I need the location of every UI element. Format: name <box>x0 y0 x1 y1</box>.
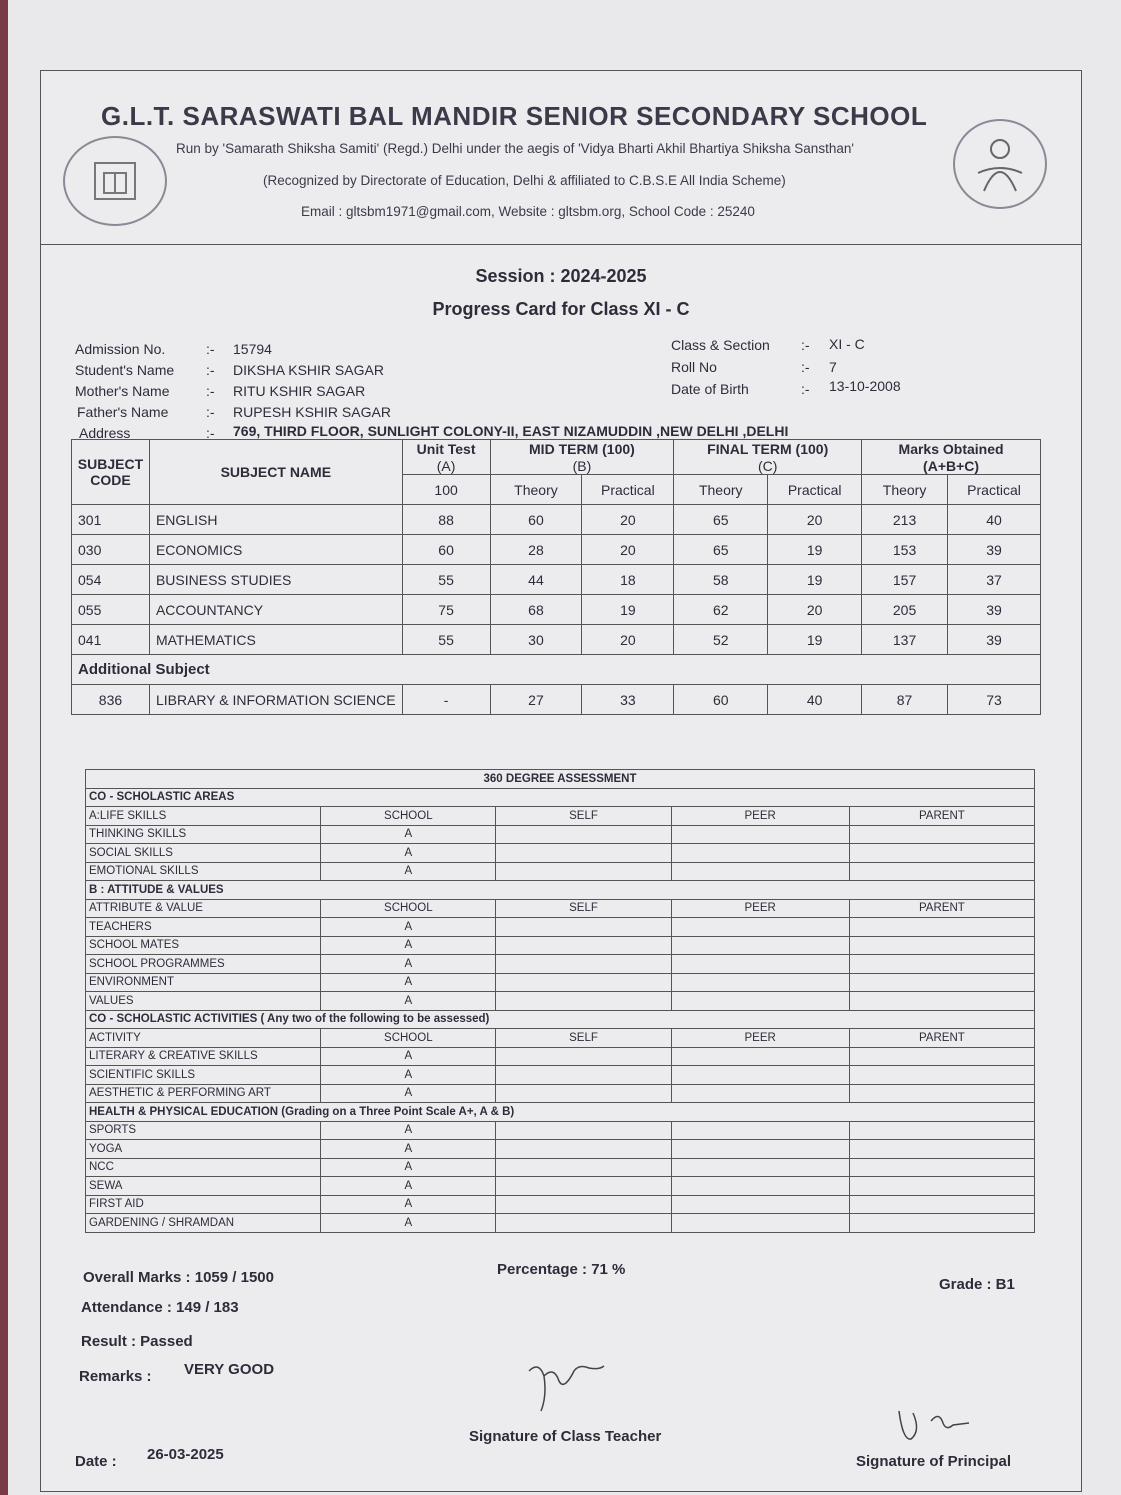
co-scholastic-areas-heading-row <box>86 788 1035 807</box>
subject-row <box>72 595 1041 625</box>
empty-grade-cell <box>496 1066 671 1085</box>
subject-total-theory: 157 <box>862 565 948 595</box>
subject-mid-practical: 20 <box>582 535 674 565</box>
school-col-header: SCHOOL <box>321 899 496 918</box>
assessment-item: SCHOOL MATES <box>86 936 321 955</box>
total-theory-header: Theory <box>862 475 948 505</box>
empty-grade-cell <box>849 1047 1034 1066</box>
subject-total-theory: 205 <box>862 595 948 625</box>
empty-grade-cell <box>849 1158 1034 1177</box>
mid-theory-header: Theory <box>490 475 582 505</box>
empty-grade-cell <box>671 1177 849 1196</box>
father-name-value: RUPESH KSHIR SAGAR <box>233 404 391 420</box>
assessment-row <box>86 992 1035 1011</box>
health-physical-education-heading-row <box>86 1103 1035 1122</box>
sep: :- <box>801 337 810 353</box>
sep: :- <box>206 362 215 378</box>
empty-grade-cell <box>671 973 849 992</box>
empty-grade-cell <box>671 1214 849 1233</box>
subject-total-theory: 137 <box>862 625 948 655</box>
assessment-row <box>86 1066 1035 1085</box>
assessment-item: NCC <box>86 1158 321 1177</box>
subject-final-practical: 20 <box>768 505 862 535</box>
subject-code-header: SUBJECT CODE <box>72 440 150 505</box>
empty-grade-cell <box>671 825 849 844</box>
subject-code: 054 <box>72 565 150 595</box>
empty-grade-cell <box>671 1084 849 1103</box>
empty-grade-cell <box>849 918 1034 937</box>
additional-total-theory: 87 <box>862 685 948 715</box>
assessment-item: SCIENTIFIC SKILLS <box>86 1066 321 1085</box>
saraswati-emblem-icon <box>953 119 1047 209</box>
school-grade: A <box>321 1084 496 1103</box>
school-contact: Email : gltsbm1971@gmail.com, Website : gltsbm.org, School Code : 25240 <box>301 204 755 219</box>
subject-name: ECONOMICS <box>149 535 402 565</box>
empty-grade-cell <box>496 918 671 937</box>
assessment-item: SPORTS <box>86 1121 321 1140</box>
school-grade: A <box>321 1121 496 1140</box>
additional-code: 836 <box>72 685 150 715</box>
additional-mid-practical: 33 <box>582 685 674 715</box>
principal-signature <box>891 1401 981 1451</box>
assessment-row <box>86 1084 1035 1103</box>
subject-mid-theory: 60 <box>490 505 582 535</box>
peer-col-header: PEER <box>671 899 849 918</box>
sep: :- <box>206 341 215 357</box>
empty-grade-cell <box>849 1121 1034 1140</box>
date-label: Date : <box>75 1453 117 1470</box>
assessment-item: LITERARY & CREATIVE SKILLS <box>86 1047 321 1066</box>
empty-grade-cell <box>496 1140 671 1159</box>
assessment-item: VALUES <box>86 992 321 1011</box>
subject-mid-theory: 30 <box>490 625 582 655</box>
subject-final-practical: 20 <box>768 595 862 625</box>
subject-final-practical: 19 <box>768 625 862 655</box>
school-grade: A <box>321 936 496 955</box>
empty-grade-cell <box>496 936 671 955</box>
subject-total-practical: 40 <box>948 505 1041 535</box>
sep: :- <box>206 425 215 441</box>
unit-test-max: 100 <box>402 475 490 505</box>
empty-grade-cell <box>849 1084 1034 1103</box>
grade: Grade : B1 <box>939 1276 1015 1293</box>
assessment-row <box>86 918 1035 937</box>
empty-grade-cell <box>849 1066 1034 1085</box>
final-practical-header: Practical <box>768 475 862 505</box>
empty-grade-cell <box>671 1158 849 1177</box>
school-emblem-icon <box>63 136 167 226</box>
sep: :- <box>206 383 215 399</box>
dob-label: Date of Birth <box>671 381 749 397</box>
assessment-row <box>86 936 1035 955</box>
subject-name: ACCOUNTANCY <box>149 595 402 625</box>
empty-grade-cell <box>496 1195 671 1214</box>
sep: :- <box>801 359 810 375</box>
assessment-item: FIRST AID <box>86 1195 321 1214</box>
assessment-row <box>86 1140 1035 1159</box>
subject-row <box>72 505 1041 535</box>
subject-final-theory: 65 <box>674 505 768 535</box>
assessment-row <box>86 825 1035 844</box>
subject-total-theory: 213 <box>862 505 948 535</box>
additional-final-theory: 60 <box>674 685 768 715</box>
assessment-title: 360 DEGREE ASSESSMENT <box>86 770 1035 789</box>
subject-name-header: SUBJECT NAME <box>149 440 402 505</box>
subject-final-theory: 62 <box>674 595 768 625</box>
school-grade: A <box>321 1214 496 1233</box>
subject-unit: 75 <box>402 595 490 625</box>
assessment-row <box>86 973 1035 992</box>
school-recognition: (Recognized by Directorate of Education, Delhi & affiliated to C.B.S.E All India Scheme) <box>263 173 786 188</box>
empty-grade-cell <box>671 1047 849 1066</box>
subject-code: 041 <box>72 625 150 655</box>
assessment-row <box>86 844 1035 863</box>
life-skills-heading-row <box>86 807 1035 826</box>
class-teacher-signature <box>519 1356 609 1416</box>
assessment-item: EMOTIONAL SKILLS <box>86 862 321 881</box>
empty-grade-cell <box>671 1066 849 1085</box>
assessment-title-row <box>86 770 1035 789</box>
remarks-label: Remarks : <box>79 1368 152 1385</box>
co-scholastic-activities-heading-row <box>86 1010 1035 1029</box>
additional-name: LIBRARY & INFORMATION SCIENCE <box>149 685 402 715</box>
empty-grade-cell <box>496 973 671 992</box>
date-value: 26-03-2025 <box>147 1446 224 1463</box>
mother-name-label: Mother's Name <box>75 383 170 399</box>
assessment-row <box>86 955 1035 974</box>
school-grade: A <box>321 844 496 863</box>
final-theory-header: Theory <box>674 475 768 505</box>
subject-code: 055 <box>72 595 150 625</box>
address-label: Address <box>79 425 131 441</box>
school-affiliation: Run by 'Samarath Shiksha Samiti' (Regd.) Delhi under the aegis of 'Vidya Bharti Akhil Bhartiya Shiksha Sansthan' <box>176 141 854 156</box>
assessment-row <box>86 1158 1035 1177</box>
empty-grade-cell <box>496 992 671 1011</box>
father-name-label: Father's Name <box>77 404 169 420</box>
life-skills-heading: A:LIFE SKILLS <box>86 807 321 826</box>
attitude-values-heading-row <box>86 881 1035 900</box>
empty-grade-cell <box>671 1121 849 1140</box>
health-physical-education-heading: HEALTH & PHYSICAL EDUCATION (Grading on a Three Point Scale A+, A & B) <box>86 1103 1035 1122</box>
school-grade: A <box>321 825 496 844</box>
subject-final-theory: 52 <box>674 625 768 655</box>
assessment-item: SEWA <box>86 1177 321 1196</box>
empty-grade-cell <box>849 973 1034 992</box>
subject-total-practical: 39 <box>948 625 1041 655</box>
final-term-header: FINAL TERM (100) <box>674 440 862 459</box>
principal-signature-label: Signature of Principal <box>856 1453 1012 1470</box>
additional-unit: - <box>402 685 490 715</box>
roll-value: 7 <box>829 359 837 375</box>
student-name-value: DIKSHA KSHIR SAGAR <box>233 362 384 378</box>
assessment-item: THINKING SKILLS <box>86 825 321 844</box>
school-col-header: SCHOOL <box>321 1029 496 1048</box>
subject-code: 301 <box>72 505 150 535</box>
subject-total-practical: 39 <box>948 595 1041 625</box>
empty-grade-cell <box>496 1121 671 1140</box>
subject-total-practical: 37 <box>948 565 1041 595</box>
empty-grade-cell <box>496 1214 671 1233</box>
empty-grade-cell <box>496 955 671 974</box>
parent-col-header: PARENT <box>849 899 1034 918</box>
empty-grade-cell <box>849 1140 1034 1159</box>
empty-grade-cell <box>671 1140 849 1159</box>
school-grade: A <box>321 1140 496 1159</box>
marks-obtained-abc: (A+B+C) <box>862 458 1041 475</box>
empty-grade-cell <box>496 1047 671 1066</box>
school-grade: A <box>321 955 496 974</box>
student-name-label: Student's Name <box>75 362 175 378</box>
subject-total-theory: 153 <box>862 535 948 565</box>
assessment-item: ENVIRONMENT <box>86 973 321 992</box>
subject-name: BUSINESS STUDIES <box>149 565 402 595</box>
additional-mid-theory: 27 <box>490 685 582 715</box>
additional-subject-row <box>72 685 1041 715</box>
subject-total-practical: 39 <box>948 535 1041 565</box>
school-grade: A <box>321 1177 496 1196</box>
subject-final-theory: 65 <box>674 535 768 565</box>
total-practical-header: Practical <box>948 475 1041 505</box>
percentage: Percentage : 71 % <box>497 1261 626 1278</box>
empty-grade-cell <box>496 862 671 881</box>
assessment-item: SCHOOL PROGRAMMES <box>86 955 321 974</box>
subject-mid-practical: 18 <box>582 565 674 595</box>
progress-card <box>40 70 1082 1492</box>
assessment-row <box>86 1195 1035 1214</box>
unit-test-header: Unit Test <box>402 440 490 459</box>
empty-grade-cell <box>496 844 671 863</box>
final-term-c: (C) <box>674 458 862 475</box>
empty-grade-cell <box>671 844 849 863</box>
assessment-item: SOCIAL SKILLS <box>86 844 321 863</box>
school-grade: A <box>321 1158 496 1177</box>
assessment-row <box>86 1214 1035 1233</box>
parent-col-header: PARENT <box>849 807 1034 826</box>
class-section-value: XI - C <box>829 336 865 352</box>
unit-test-a: (A) <box>402 458 490 475</box>
co-scholastic-activities-heading: CO - SCHOLASTIC ACTIVITIES ( Any two of the following to be assessed) <box>86 1010 1035 1029</box>
mid-practical-header: Practical <box>582 475 674 505</box>
school-name: G.L.T. SARASWATI BAL MANDIR SENIOR SECONDARY SCHOOL <box>101 101 928 131</box>
school-grade: A <box>321 973 496 992</box>
empty-grade-cell <box>849 955 1034 974</box>
co-scholastic-areas-heading: CO - SCHOLASTIC AREAS <box>86 788 1035 807</box>
class-teacher-signature-label: Signature of Class Teacher <box>469 1428 662 1445</box>
assessment-table <box>85 769 1035 1233</box>
dob-value: 13-10-2008 <box>829 378 901 394</box>
sep: :- <box>801 381 810 397</box>
assessment-item: TEACHERS <box>86 918 321 937</box>
remarks-value: VERY GOOD <box>184 1361 275 1378</box>
empty-grade-cell <box>671 955 849 974</box>
peer-col-header: PEER <box>671 1029 849 1048</box>
subject-name: ENGLISH <box>149 505 402 535</box>
address-value: 769, THIRD FLOOR, SUNLIGHT COLONY-II, EAST NIZAMUDDIN ,NEW DELHI ,DELHI <box>233 423 789 439</box>
subject-final-practical: 19 <box>768 535 862 565</box>
school-grade: A <box>321 1066 496 1085</box>
header-divider <box>41 244 1081 245</box>
empty-grade-cell <box>671 992 849 1011</box>
self-col-header: SELF <box>496 899 671 918</box>
assessment-row <box>86 862 1035 881</box>
attribute-value-heading: ATTRIBUTE & VALUE <box>86 899 321 918</box>
mid-term-b: (B) <box>490 458 674 475</box>
subject-mid-practical: 20 <box>582 625 674 655</box>
attendance: Attendance : 149 / 183 <box>81 1299 239 1316</box>
empty-grade-cell <box>496 1084 671 1103</box>
assessment-row <box>86 1047 1035 1066</box>
result: Result : Passed <box>81 1333 193 1350</box>
subject-name: MATHEMATICS <box>149 625 402 655</box>
attribute-value-heading-row <box>86 899 1035 918</box>
self-col-header: SELF <box>496 1029 671 1048</box>
empty-grade-cell <box>496 825 671 844</box>
mid-term-header: MID TERM (100) <box>490 440 674 459</box>
attitude-values-heading: B : ATTITUDE & VALUES <box>86 881 1035 900</box>
additional-total-practical: 73 <box>948 685 1041 715</box>
empty-grade-cell <box>671 862 849 881</box>
overall-marks: Overall Marks : 1059 / 1500 <box>83 1269 274 1286</box>
empty-grade-cell <box>849 936 1034 955</box>
empty-grade-cell <box>671 918 849 937</box>
empty-grade-cell <box>849 825 1034 844</box>
school-grade: A <box>321 992 496 1011</box>
subject-mid-practical: 20 <box>582 505 674 535</box>
self-col-header: SELF <box>496 807 671 826</box>
school-col-header: SCHOOL <box>321 807 496 826</box>
school-grade: A <box>321 1047 496 1066</box>
subject-final-theory: 58 <box>674 565 768 595</box>
empty-grade-cell <box>671 1195 849 1214</box>
report-sheet <box>8 0 1121 1495</box>
subject-unit: 55 <box>402 565 490 595</box>
subject-row <box>72 565 1041 595</box>
subject-code: 030 <box>72 535 150 565</box>
card-title: Progress Card for Class XI - C <box>432 299 690 319</box>
activity-heading-row <box>86 1029 1035 1048</box>
empty-grade-cell <box>849 1214 1034 1233</box>
school-grade: A <box>321 1195 496 1214</box>
empty-grade-cell <box>671 936 849 955</box>
assessment-row <box>86 1177 1035 1196</box>
additional-subject-label: Additional Subject <box>72 655 1041 685</box>
empty-grade-cell <box>496 1177 671 1196</box>
subject-row <box>72 625 1041 655</box>
school-grade: A <box>321 862 496 881</box>
assessment-item: YOGA <box>86 1140 321 1159</box>
subject-mid-theory: 28 <box>490 535 582 565</box>
subject-unit: 88 <box>402 505 490 535</box>
sep: :- <box>206 404 215 420</box>
session-title: Session : 2024-2025 <box>475 266 647 286</box>
empty-grade-cell <box>496 1158 671 1177</box>
subject-final-practical: 19 <box>768 565 862 595</box>
subject-mid-theory: 44 <box>490 565 582 595</box>
empty-grade-cell <box>849 844 1034 863</box>
assessment-item: GARDENING / SHRAMDAN <box>86 1214 321 1233</box>
assessment-item: AESTHETIC & PERFORMING ART <box>86 1084 321 1103</box>
empty-grade-cell <box>849 1195 1034 1214</box>
roll-label: Roll No <box>671 359 717 375</box>
empty-grade-cell <box>849 1177 1034 1196</box>
assessment-row <box>86 1121 1035 1140</box>
empty-grade-cell <box>849 862 1034 881</box>
peer-col-header: PEER <box>671 807 849 826</box>
parent-col-header: PARENT <box>849 1029 1034 1048</box>
subject-row <box>72 535 1041 565</box>
mother-name-value: RITU KSHIR SAGAR <box>233 383 366 399</box>
marks-table <box>71 439 1041 715</box>
subject-mid-practical: 19 <box>582 595 674 625</box>
class-section-label: Class & Section <box>671 337 770 353</box>
additional-final-practical: 40 <box>768 685 862 715</box>
empty-grade-cell <box>849 992 1034 1011</box>
subject-mid-theory: 68 <box>490 595 582 625</box>
subject-unit: 60 <box>402 535 490 565</box>
admission-value: 15794 <box>233 341 272 357</box>
school-grade: A <box>321 918 496 937</box>
subject-unit: 55 <box>402 625 490 655</box>
activity-heading: ACTIVITY <box>86 1029 321 1048</box>
marks-obtained-header: Marks Obtained <box>862 440 1041 459</box>
admission-label: Admission No. <box>75 341 166 357</box>
